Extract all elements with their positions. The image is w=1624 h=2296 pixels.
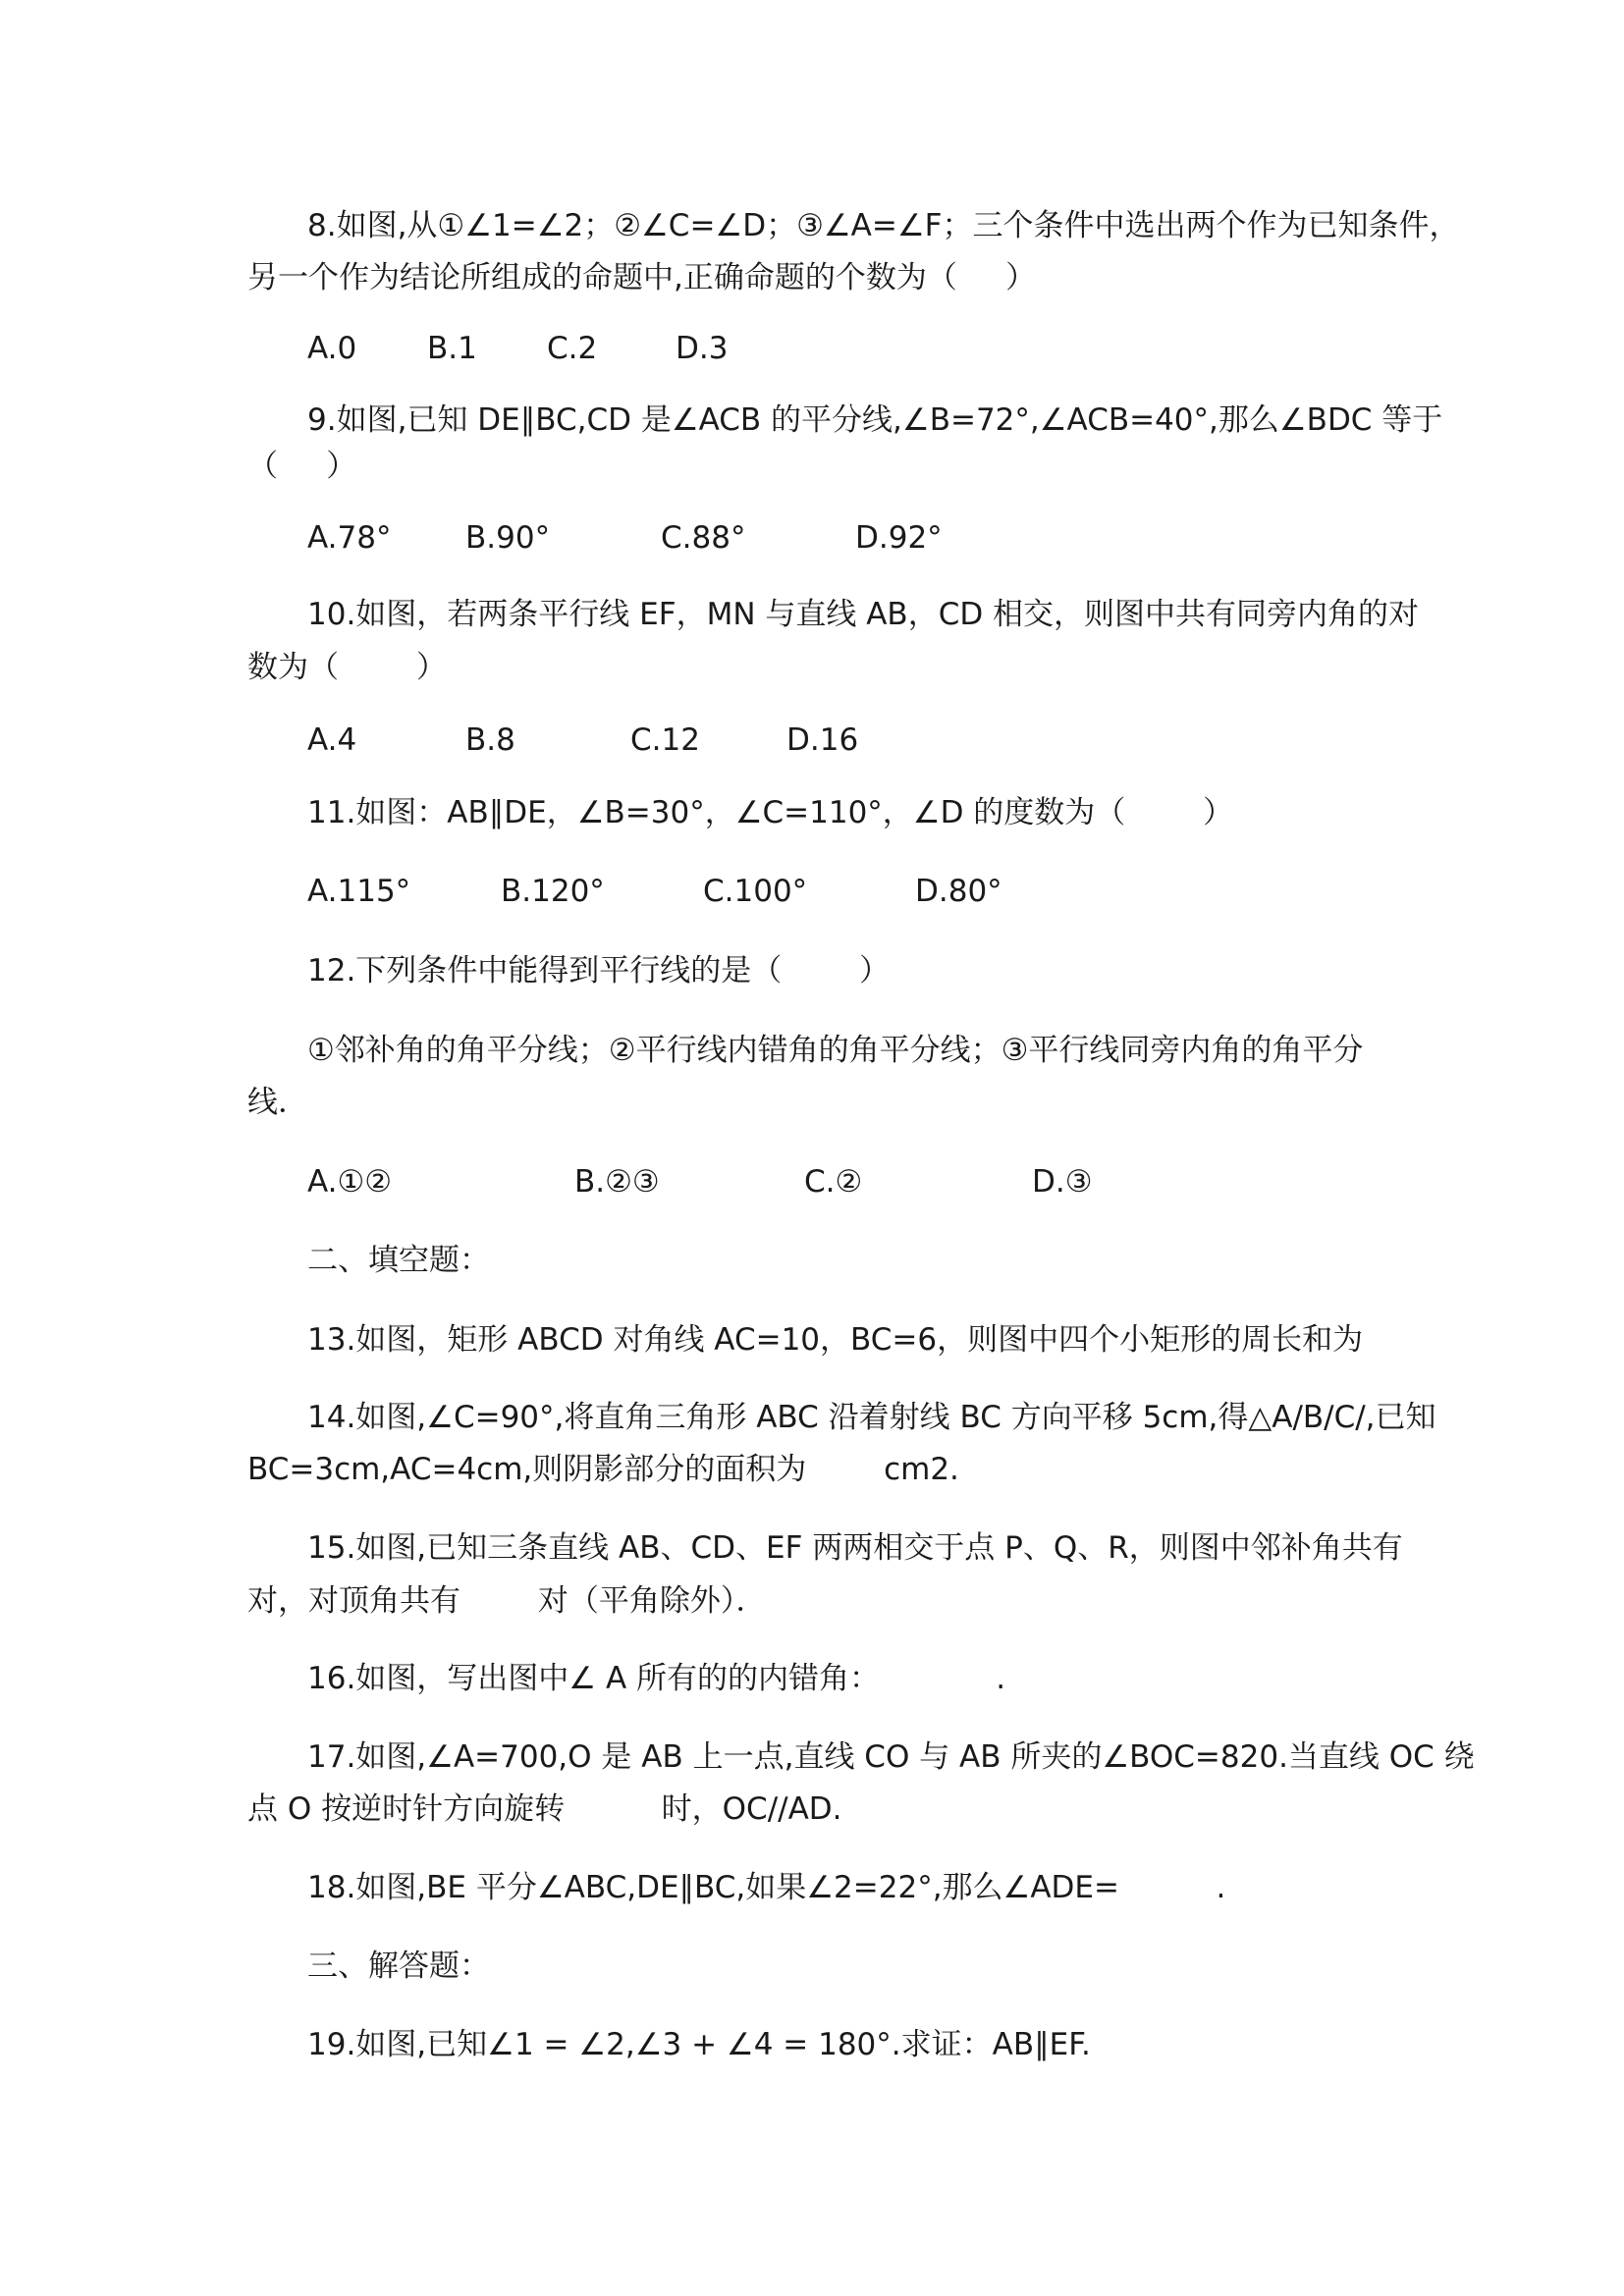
- question-12-option-b: B.②③: [574, 1164, 660, 1200]
- question-8-option-d: D.3: [676, 331, 729, 366]
- question-15-line-2: 对，对顶角共有 对（平角除外）．: [247, 1583, 767, 1619]
- question-10-option-a: A.4: [307, 722, 357, 758]
- question-10-option-c: C.12: [630, 722, 700, 758]
- question-9-line-1: 9.如图,已知 DE∥BC,CD 是∠ACB 的平分线,∠B=72°,∠ACB=40°,那么∠BDC 等于: [307, 402, 1443, 438]
- question-8-option-a: A.0: [307, 331, 357, 366]
- question-9-option-b: B.90°: [465, 520, 551, 556]
- question-18-line-1: 18.如图,BE 平分∠ABC,DE∥BC,如果∠2=22°,那么∠ADE= .: [307, 1870, 1226, 1905]
- question-9-line-2: （ ）: [247, 449, 357, 484]
- question-14-line-1: 14.如图,∠C=90°,将直角三角形 ABC 沿着射线 BC 方向平移 5cm,得△A/B/C/,已知: [307, 1400, 1436, 1435]
- question-10-line-2: 数为（ ）: [247, 650, 447, 685]
- question-16-line-1: 16.如图，写出图中∠ A 所有的的内错角： .: [307, 1661, 1006, 1696]
- question-11-line-1: 11.如图：AB∥DE，∠B=30°，∠C=110°，∠D 的度数为（ ）: [307, 795, 1234, 830]
- question-11-option-a: A.115°: [307, 874, 411, 909]
- question-12-line-1: 12.下列条件中能得到平行线的是（ ）: [307, 953, 891, 988]
- question-12-option-c: C.②: [804, 1164, 863, 1200]
- question-10-option-b: B.8: [465, 722, 515, 758]
- question-8-option-b: B.1: [427, 331, 477, 366]
- question-10-option-d: D.16: [786, 722, 859, 758]
- question-11-option-c: C.100°: [703, 874, 808, 909]
- question-11-option-b: B.120°: [501, 874, 605, 909]
- question-13-line-1: 13.如图，矩形 ABCD 对角线 AC=10，BC=6，则图中四个小矩形的周长和为: [307, 1322, 1364, 1358]
- question-11-option-d: D.80°: [915, 874, 1002, 909]
- question-9-option-a: A.78°: [307, 520, 392, 556]
- question-9-option-d: D.92°: [855, 520, 943, 556]
- section-3-heading: 三、解答题：: [307, 1949, 490, 1984]
- question-10-line-1: 10.如图，若两条平行线 EF，MN 与直线 AB，CD 相交，则图中共有同旁内角的对: [307, 597, 1420, 632]
- question-12-line-3: 线．: [247, 1085, 308, 1120]
- question-19-line-1: 19.如图,已知∠1 = ∠2,∠3 + ∠4 = 180°.求证：AB∥EF.: [307, 2027, 1091, 2062]
- question-17-line-2: 点 O 按逆时针方向旋转 时，OC//AD.: [247, 1791, 842, 1827]
- question-12-option-d: D.③: [1032, 1164, 1093, 1200]
- section-2-heading: 二、填空题：: [307, 1243, 490, 1278]
- question-8-line-1: 8.如图,从①∠1=∠2；②∠C=∠D；③∠A=∠F；三个条件中选出两个作为已知条件，: [307, 208, 1460, 243]
- question-14-line-2: BC=3cm,AC=4cm,则阴影部分的面积为 cm2.: [247, 1452, 959, 1487]
- question-12-line-2: ①邻补角的角平分线；②平行线内错角的角平分线；③平行线同旁内角的角平分: [307, 1033, 1364, 1068]
- question-12-option-a: A.①②: [307, 1164, 393, 1200]
- question-15-line-1: 15.如图,已知三条直线 AB、CD、EF 两两相交于点 P、Q、R，则图中邻补角共有: [307, 1530, 1403, 1566]
- question-8-line-2: 另一个作为结论所组成的命题中,正确命题的个数为（ ）: [247, 260, 1037, 295]
- question-9-option-c: C.88°: [661, 520, 746, 556]
- question-8-option-c: C.2: [547, 331, 598, 366]
- question-17-line-1: 17.如图,∠A=700,O 是 AB 上一点,直线 CO 与 AB 所夹的∠BOC=820.当直线 OC 绕: [307, 1739, 1475, 1775]
